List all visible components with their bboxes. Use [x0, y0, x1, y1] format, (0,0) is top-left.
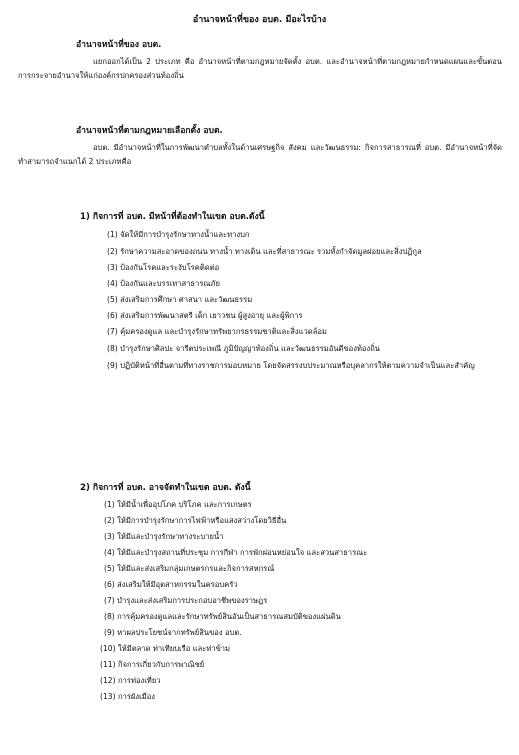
- list-item: (4) ป้องกันและบรรเทาสาธารณภัย: [107, 279, 220, 288]
- list-item: (5) ให้มีและส่งเสริมกลุ่มเกษตรกรและกิจการสหกรณ์: [104, 564, 275, 573]
- list-item: (7) คุ้มครองดูแล และบำรุงรักษาทรัพยากรธรรมชาติและสิ่งแวดล้อม: [107, 327, 327, 336]
- list-item: (6) ส่งเสริมให้มีอุตสาหกรรมในครอบครัว: [104, 580, 238, 589]
- section-paragraph: อบต. มีอำนาจหน้าที่ในการพัฒนาตำบลทั้งในด้านเศรษฐกิจ สังคม และวัฒนธรรม: กิจการสาธารณที่ อบต. มีอำนาจหน้าที่จัดทำสามารถจำแนกได้ 2 ประเภทคือ: [18, 143, 502, 166]
- list-item: (13) การผังเมือง: [100, 692, 155, 701]
- section-paragraph: แยกออกได้เป็น 2 ประเภท คือ อำนาจหน้าที่ตามกฎหมายจัดตั้ง อบต. และอำนาจหน้าที่ตามกฎหมายกำหนดแผนและขั้นตอนการกระจายอำนาจให้แก่องค์กรปกครองส่วนท้องถิ่น: [18, 57, 502, 80]
- list-item: (7) บำรุงและส่งเสริมการประกอบอาชีพของราษฎร: [104, 596, 268, 605]
- list-item: (8) บำรุงรักษาศิลปะ จารีตประเพณี ภูมิปัญญาท้องถิ่น และวัฒนธรรมอันดีของท้องถิ่น: [107, 344, 380, 353]
- list-item: (8) การคุ้มครองดูแลและรักษาทรัพย์สินอันเป็นสาธารณสมบัติของแผ่นดิน: [104, 612, 341, 621]
- mandatory-duties-list: [18, 227, 502, 374]
- list-item: (2) ให้มีการบำรุงรักษาการไฟฟ้าหรือแสงสว่างโดยวิธีอื่น: [104, 516, 287, 525]
- list-item: (10) ให้มีตลาด ท่าเทียบเรือ และท่าข้าม: [100, 644, 231, 653]
- list-item: (1) ให้มีน้ำเพื่ออุปโภค บริโภค และการเกษตร: [104, 500, 252, 509]
- list-item: (9) หาผลประโยชน์จากทรัพย์สินของ อบต.: [104, 628, 242, 637]
- optional-duties-list: [18, 497, 502, 705]
- optional-duties-heading: 2) กิจการที่ อบต. อาจจัดทำในเขต อบต. ดังนี้: [80, 483, 251, 493]
- list-item: (6) ส่งเสริมการพัฒนาสตรี เด็ก เยาวชน ผู้สูงอายุ และผู้พิการ: [107, 311, 303, 320]
- mandatory-duties-heading: 1) กิจการที่ อบต. มีหน้าที่ต้องทำในเขต อบต.ดังนี้: [80, 212, 265, 222]
- list-item: (2) รักษาความสะอาดของถนน ทางน้ำ ทางเดิน และที่สาธารณะ รวมทั้งกำจัดมูลฝอยและสิ่งปฏิกูล: [107, 247, 422, 256]
- page-title: อำนาจหน้าที่ของ อบต. มีอะไรบ้าง: [192, 15, 327, 25]
- list-item: (3) ป้องกันโรคและระงับโรคติดต่อ: [107, 263, 220, 272]
- section-heading: อำนาจหน้าที่ของ อบต.: [76, 40, 162, 50]
- section-authority: [18, 38, 502, 83]
- section-election-law-authority: [18, 124, 502, 169]
- list-item: (4) ให้มีและบำรุงสถานที่ประชุม การกีฬา การพักผ่อนหย่อนใจ และสวนสาธารณะ: [104, 548, 368, 557]
- list-item: (5) ส่งเสริมการศึกษา ศาสนา และวัฒนธรรม: [107, 295, 253, 304]
- list-item: (9) ปฏิบัติหน้าที่อื่นตามที่ทางราชการมอบหมาย โดยจัดสรรงบประมาณหรือบุคลากรให้ตามความจำเป็นและสำคัญ: [107, 361, 475, 370]
- section-heading: อำนาจหน้าที่ตามกฎหมายเลือกตั้ง อบต.: [76, 126, 223, 136]
- list-item: (1) จัดให้มีการบำรุงรักษาทางน้ำและทางบก: [107, 230, 250, 239]
- list-item: (12) การท่องเที่ยว: [100, 676, 161, 685]
- list-item: (3) ให้มีและบำรุงรักษาทางระบายน้ำ: [104, 532, 224, 541]
- list-item: (11) กิจการเกี่ยวกับการพาณิชย์: [100, 660, 205, 669]
